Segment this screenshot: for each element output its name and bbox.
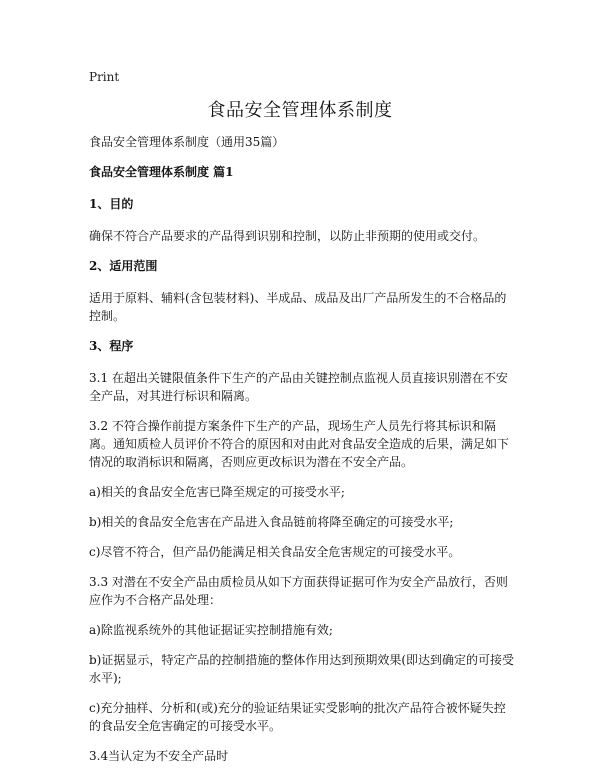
heading-purpose: 1、目的: [89, 197, 134, 211]
paragraph-3-2: 3.2 不符合操作前提方案条件下生产的产品，现场生产人员先行将其标识和隔离。通知质检人员评价不符合的原因和对由此对食品安全造成的后果，满足如下情况的取消标识和隔离，否则应更改标识为潜在不安全产品。: [89, 419, 510, 469]
heading-procedure: 3、程序: [89, 339, 134, 353]
paragraph-3-1: 3.1 在超出关键限值条件下生产的产品由关键控制点监视人员直接识别潜在不安全产品，对其进行标识和隔离。: [89, 371, 508, 403]
paragraph-scope: 适用于原料、辅料(含包装材料)、半成品、成品及出厂产品所发生的不合格品的控制。: [89, 291, 507, 323]
heading-scope: 2、适用范围: [89, 259, 158, 273]
document-body: [89, 133, 515, 777]
paragraph-3-3-a: a)除监视系统外的其他证据证实控制措施有效;: [89, 623, 333, 637]
paragraph-3-3-c: c)充分抽样、分析和(或)充分的验证结果证实受影响的批次产品符合被怀疑失控的食品安全危害确定的可接受水平。: [89, 701, 506, 733]
paragraph-3-2-c: c)尽管不符合，但产品仍能满足相关食品安全危害规定的可接受水平。: [89, 545, 461, 559]
paragraph-3-3: 3.3 对潜在不安全产品由质检员从如下方面获得证据可作为安全产品放行，否则应作为不合格产品处理：: [89, 575, 508, 607]
paragraph-3-4: 3.4当认定为不安全产品时: [89, 749, 229, 763]
paragraph-purpose: 确保不符合产品要求的产品得到识别和控制，以防止非预期的使用或交付。: [89, 229, 486, 243]
document-subtitle: 食品安全管理体系制度（通用35篇）: [89, 135, 285, 149]
paragraph-3-2-a: a)相关的食品安全危害已降至规定的可接受水平;: [89, 485, 345, 499]
paragraph-3-2-b: b)相关的食品安全危害在产品进入食品链前将降至确定的可接受水平;: [89, 515, 454, 529]
section-heading: 食品安全管理体系制度 篇1: [89, 165, 234, 179]
document-title: 食品安全管理体系制度: [207, 100, 393, 121]
paragraph-3-3-b: b)证据显示，特定产品的控制措施的整体作用达到预期效果(即达到确定的可接受水平);: [89, 653, 515, 685]
print-label[interactable]: Print: [89, 70, 120, 84]
